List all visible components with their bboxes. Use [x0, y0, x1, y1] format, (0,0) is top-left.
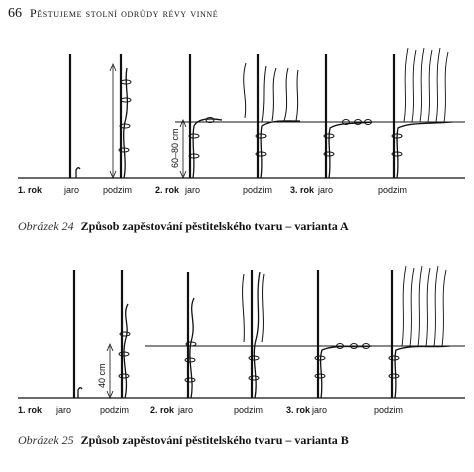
label-spring: jaro [64, 185, 80, 195]
young-shoot [76, 168, 80, 178]
figure-variant-b [0, 258, 474, 428]
label-year1: 1. rok [18, 405, 43, 415]
height-label-a: 60–80 cm [170, 128, 180, 168]
label-year3: 3. rok [286, 405, 311, 415]
caption-number: Obrázek 24 [18, 219, 74, 233]
label-year1: 1. rok [18, 185, 43, 195]
running-head: Pěstujeme stolní odrůdy révy vinné [30, 6, 219, 20]
label-spring: jaro [56, 405, 72, 415]
spring-cordon [193, 119, 222, 178]
page-number: 66 [8, 6, 22, 21]
label-year2: 2. rok [155, 185, 180, 195]
label-autumn: podzim [374, 405, 404, 415]
label-spring: jaro [185, 185, 201, 195]
label-autumn: podzim [234, 405, 264, 415]
grown-shoot [124, 68, 128, 178]
label-year2: 2. rok [150, 405, 175, 415]
caption-figure-b [18, 433, 349, 448]
caption-number: Obrázek 25 [18, 433, 74, 447]
label-autumn: podzim [103, 185, 133, 195]
page-header [8, 6, 218, 24]
caption-title: Způsob zapěstování pěstitelského tvaru – varianta A [80, 219, 349, 233]
label-autumn: podzim [378, 185, 408, 195]
label-spring: jaro [178, 405, 194, 415]
height-label-b: 40 cm [97, 363, 107, 388]
figure-variant-a [0, 38, 474, 228]
label-year3: 3. rok [290, 185, 315, 195]
label-spring: jaro [318, 185, 334, 195]
label-spring: jaro [312, 405, 328, 415]
caption-title: Způsob zapěstování pěstitelského tvaru – varianta B [80, 433, 349, 447]
label-autumn: podzim [100, 405, 130, 415]
caption-figure-a [18, 219, 349, 234]
label-autumn: podzim [243, 185, 273, 195]
